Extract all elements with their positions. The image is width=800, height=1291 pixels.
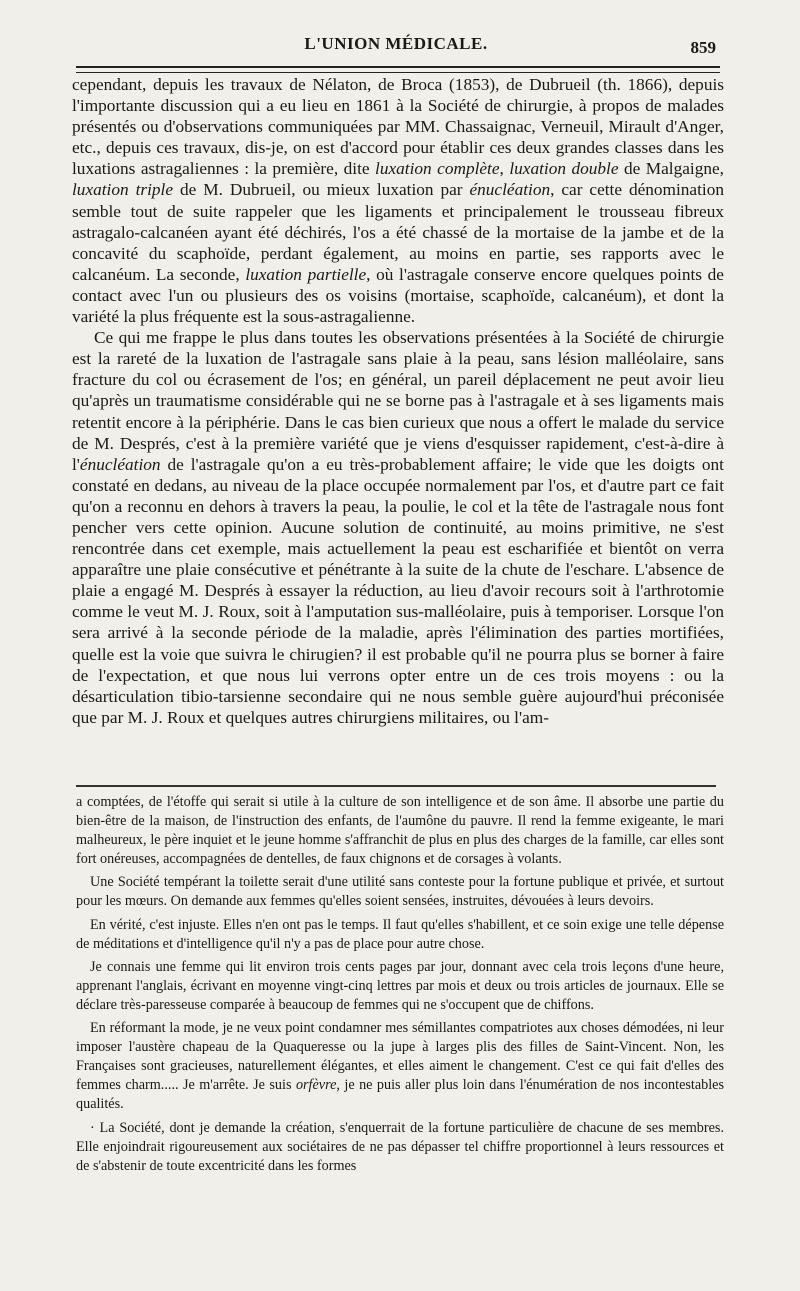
text-run: , car cette dénomination semble tout de suite rappeler que les ligaments et principalement le trousseau fibreux astragalo-calcanéen ayant été déchirés, l'os a été chassé de la mortaise de la jambe et de la concavité du scaphoïde, perdant également, au moins en partie, ses rapports avec le calcanéum. La seconde, bbox=[72, 180, 724, 284]
paragraph-2 bbox=[72, 327, 724, 728]
footnote-paragraph: Une Société tempérant la toilette serait d'une utilité sans conteste pour la fortune publique et privée, et surtout pour les mœurs. On demande aux femmes qu'elles soient sensées, instruites, dévouées à leurs devoirs. bbox=[76, 874, 724, 910]
footnote-paragraph: a comptées, de l'étoffe qui serait si utile à la culture de son intelligence et de son âme. Il absorbe une partie du bien-être de la maison, de l'instruction des enfants, de l'aumône du pauvre. Il rend la femme exigeante, le mari malheureux, le père inquiet et le jeune homme s'affranchit de plus en plus des charges de la famille, car elles sont fort onéreuses, accompagnées de dentelles, de faux chignons et de corsages à volants. bbox=[76, 794, 724, 868]
italic-term: énucléation bbox=[469, 180, 551, 200]
footnote-rule bbox=[76, 785, 716, 790]
text-run: , je ne puis aller plus loin dans l'énumération de nos incontestables qualités. bbox=[76, 1077, 724, 1113]
paragraph-1 bbox=[72, 74, 724, 327]
italic-term: luxation partielle bbox=[245, 264, 367, 284]
main-body bbox=[72, 74, 724, 728]
running-title: L'UNION MÉDICALE. bbox=[304, 34, 488, 53]
text-run: de Malgaigne, bbox=[618, 159, 724, 179]
text-run: , où l'astragale conserve encore quelques points de contact avec l'un ou plusieurs des os voisins (mortaise, scaphoïde, calcanéum), et dont la variété la plus fréquente est la sous-astragalienne. bbox=[72, 264, 724, 327]
footnote-paragraph: En vérité, c'est injuste. Elles n'en ont pas le temps. Il faut qu'elles s'habillent, et ce soin exige une telle dépense de méditations et d'intelligence qu'il n'y a pas de place pour autre chose. bbox=[76, 916, 724, 952]
text-run: Ce qui me frappe le plus dans toutes les observations présentées à la Société de chirurgie est la rareté de la luxation de l'astragale sans plaie à la peau, sans lésion malléolaire, sans fracture du col ou écrasement de l'os; en général, un pareil déplacement ne peut avoir lieu qu'après un traumatisme considérable qui ne se borne pas à l'astragale et à ses ligaments mais retentit encore à la périphérie. Dans le cas bien curieux que nous a offert le malade du service de M. Després, c'est à la première variété que je viens d'esquisser rapidement, c'est-à-dire à l' bbox=[72, 328, 724, 474]
footnote-block bbox=[76, 793, 724, 1180]
italic-term: luxation double bbox=[509, 159, 619, 179]
text-run: , bbox=[499, 159, 510, 179]
italic-term: luxation complète bbox=[375, 159, 500, 179]
italic-term: luxation triple bbox=[72, 180, 174, 200]
page-header bbox=[76, 34, 716, 62]
footnote-paragraph: · La Société, dont je demande la création, s'enquerrait de la fortune particulière de chacune de ses membres. Elle enjoindrait rigoureusement aux sociétaires de ne pas dépasser tel chiffre proportionnel à leurs ressources et de s'abstenir de toute excentricité dans les formes bbox=[76, 1119, 724, 1174]
text-run: cependant, depuis les travaux de Nélaton, de Broca (1853), de Dubrueil (th. 1866), depuis l'importante discussion qui a eu lieu en 1861 à la Société de chirurgie, à propos de malades présentés ou d'observations communiquées par MM. Chassaignac, Verneuil, Mirault d'Anger, etc., depuis ces travaux, dis-je, on est d'accord pour établir ces deux grandes classes dans les luxations astragaliennes : la première, dite bbox=[72, 75, 724, 179]
header-rule bbox=[76, 66, 720, 73]
footnote-paragraph: Je connais une femme qui lit environ trois cents pages par jour, donnant avec cela trois leçons d'une heure, apprenant l'anglais, écrivant en moyenne vingt-cinq lettres par mois et deux ou trois articles de journaux. Elle se déclare très-paresseuse comparée à beaucoup de femmes qui ne s'occupent que de chiffons. bbox=[76, 958, 724, 1013]
footnote-paragraph bbox=[76, 1019, 724, 1114]
italic-term: orfèvre bbox=[295, 1077, 337, 1094]
text-run: de l'astragale qu'on a eu très-probablement affaire; le vide que les doigts ont constaté en dedans, au niveau de la place occupée normalement par l'os, et d'autre part ce fait qu'on a reconnu en dehors à travers la peau, la poulie, le col et la tête de l'astragale nous font pencher vers cette opinion. Aucune solution de continuité, au moins primitive, ne s'est rencontrée dans cet exemple, mais actuellement la peau est escharifiée et bientôt on verra apparaître une plaie consécutive et pénétrante à la suite de la chute de l'eschare. L'absence de plaie a engagé M. Després à essayer la réduction, au lieu d'avoir recours soit à l'arthrotomie comme le veut M. J. Roux, soit à l'amputation sus-malléolaire, puis à temporiser. Lorsque l'on sera arrivé à la seconde période de la maladie, après l'élimination des parties mortifiées, quelle est la voie que suivra le chirugien? il est probable qu'il ne pourra plus se borner à faire de l'expectation, et que nous lui verrons opter entre un de ces trois moyens : ou la désarticulation tibio-tarsienne secondaire qui ne nous semble guère aujourd'hui préconisée que par M. J. Roux et quelques autres chirurgiens militaires, ou l'am- bbox=[72, 454, 724, 727]
italic-term: énucléation bbox=[79, 454, 161, 474]
text-run: de M. Dubrueil, ou mieux luxation par bbox=[173, 180, 470, 200]
text-run: En réformant la mode, je ne veux point condamner mes sémillantes compatriotes aux choses démodées, ni leur imposer l'austère chapeau de la Quaqueresse ou la jupe à larges plis des filles de Saint-Vincent. Non, les Françaises sont gracieuses, naturellement élégantes, et elles aiment le changement. C'est ce qui fait d'elles des femmes charm..... Je m'arrête. Je suis bbox=[76, 1020, 724, 1094]
page-number: 859 bbox=[690, 38, 716, 57]
